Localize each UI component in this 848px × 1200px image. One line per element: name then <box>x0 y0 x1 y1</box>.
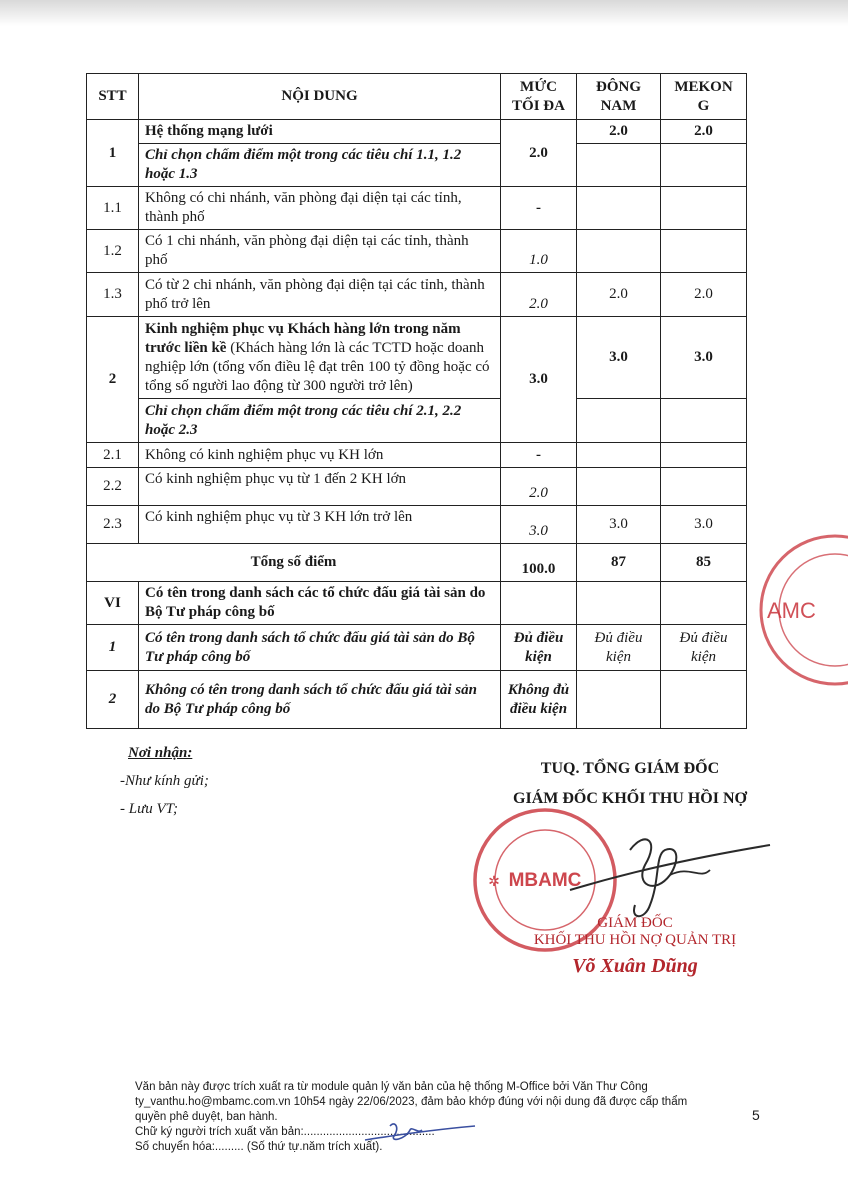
signer-department: GIÁM ĐỐC KHỐI THU HỒI NỢ <box>513 790 747 807</box>
max-cell: 2.0 <box>501 468 577 506</box>
signer-role-line2: KHỐI THU HỒI NỢ QUẢN TRỊ <box>533 932 737 948</box>
footer-line: Văn bản này được trích xuất ra từ module quản lý văn bản của hệ thống M-Office bởi Văn Thư Công <box>135 1081 648 1093</box>
content-cell: Hệ thống mạng lưới <box>139 120 501 144</box>
svg-text:✲: ✲ <box>488 875 500 890</box>
dongnam-cell <box>577 187 661 230</box>
extractor-signature <box>360 1118 480 1148</box>
max-cell: 2.0 <box>501 273 577 317</box>
total-row <box>87 544 747 582</box>
recipient-item: -Như kính gửi; <box>120 773 209 789</box>
stt-cell: 1.1 <box>87 187 139 230</box>
mekong-cell: 2.0 <box>661 273 747 317</box>
table-header-row <box>87 74 747 120</box>
table-row <box>87 230 747 273</box>
header-mekong: MEKON G <box>661 74 747 120</box>
note-cell: Chỉ chọn chấm điểm một trong các tiêu chí 1.1, 1.2 hoặc 1.3 <box>139 144 501 187</box>
footer-line: quyền phê duyệt, ban hành. <box>135 1111 278 1123</box>
mekong-cell <box>661 230 747 273</box>
table-row <box>87 273 747 317</box>
table-row <box>87 399 747 443</box>
total-mekong: 85 <box>661 544 747 582</box>
mekong-cell <box>661 443 747 468</box>
max-cell: 3.0 <box>501 317 577 443</box>
content-cell <box>139 317 501 399</box>
content-cell: Không có chi nhánh, văn phòng đại diện tại các tỉnh, thành phố <box>139 187 501 230</box>
table-row <box>87 468 747 506</box>
signer-name: Võ Xuân Dũng <box>572 955 698 977</box>
dongnam-cell: 2.0 <box>577 273 661 317</box>
header-content: NỘI DUNG <box>139 74 501 120</box>
max-cell: Đủ điều kiện <box>501 625 577 671</box>
table-row <box>87 144 747 187</box>
scan-top-band <box>0 0 848 26</box>
svg-text:MBAMC: MBAMC <box>508 870 582 891</box>
note-cell: Chỉ chọn chấm điểm một trong các tiêu chí 2.1, 2.2 hoặc 2.3 <box>139 399 501 443</box>
dongnam-cell: 3.0 <box>577 506 661 544</box>
dongnam-cell <box>577 144 661 187</box>
mekong-cell: 2.0 <box>661 120 747 144</box>
table-row <box>87 120 747 144</box>
table-row <box>87 582 747 625</box>
total-label: Tổng số điểm <box>87 544 501 582</box>
content-cell: Không có kinh nghiệm phục vụ KH lớn <box>139 443 501 468</box>
mekong-cell: 3.0 <box>661 506 747 544</box>
signer-role-line1: GIÁM ĐỐC <box>597 915 673 931</box>
dongnam-cell <box>577 443 661 468</box>
stt-cell: 1 <box>87 120 139 187</box>
recipients-block <box>120 745 209 829</box>
stt-cell: 2 <box>87 671 139 729</box>
content-cell: Có kinh nghiệm phục vụ từ 3 KH lớn trở lên <box>139 506 501 544</box>
mekong-cell: Đủ điều kiện <box>661 625 747 671</box>
dongnam-cell: 3.0 <box>577 317 661 399</box>
content-cell: Không có tên trong danh sách tổ chức đấu giá tài sản do Bộ Tư pháp công bố <box>139 671 501 729</box>
max-cell <box>501 582 577 625</box>
criterion-detail: (Khách hàng lớn là các TCTD hoặc doanh nghiệp lớn (tổng vốn điều lệ đạt trên 100 tỷ đồng hoặc có tổng số người lao động từ 300 người trở lên) <box>145 339 490 394</box>
dongnam-cell <box>577 468 661 506</box>
mekong-cell <box>661 582 747 625</box>
dongnam-cell <box>577 671 661 729</box>
content-cell: Có từ 2 chi nhánh, văn phòng đại diện tại các tỉnh, thành phố trở lên <box>139 273 501 317</box>
table-row <box>87 671 747 729</box>
total-dongnam: 87 <box>577 544 661 582</box>
table-row <box>87 443 747 468</box>
max-cell: - <box>501 187 577 230</box>
content-cell: Có 1 chi nhánh, văn phòng đại diện tại các tỉnh, thành phố <box>139 230 501 273</box>
company-stamp-partial <box>755 530 848 690</box>
stt-cell: 2.3 <box>87 506 139 544</box>
total-max: 100.0 <box>501 544 577 582</box>
table-row <box>87 187 747 230</box>
handwritten-signature <box>560 820 780 930</box>
dongnam-cell <box>577 230 661 273</box>
svg-text:AMC: AMC <box>767 598 816 623</box>
max-cell: 2.0 <box>501 120 577 187</box>
table-row <box>87 506 747 544</box>
dongnam-cell: 2.0 <box>577 120 661 144</box>
stt-cell: 2.1 <box>87 443 139 468</box>
score-table <box>86 73 747 729</box>
content-cell: Có tên trong danh sách các tổ chức đấu giá tài sản do Bộ Tư pháp công bố <box>139 582 501 625</box>
footer-line: ty_vanthu.ho@mbamc.com.vn 10h54 ngày 22/06/2023, đảm bảo khớp đúng với nội dung đã được cấp thẩm <box>135 1096 688 1108</box>
max-cell: 3.0 <box>501 506 577 544</box>
signer-authority: TUQ. TỔNG GIÁM ĐỐC <box>540 760 720 777</box>
criterion-title: Kinh nghiệm phục vụ Khách hàng lớn trong năm trước liền kề <box>145 320 461 356</box>
max-cell: - <box>501 443 577 468</box>
footer-line: Chữ ký người trích xuất văn bản:......................................... <box>135 1126 435 1138</box>
header-max: MỨC TỐI ĐA <box>501 74 577 120</box>
recipients-heading: Nơi nhận: <box>128 745 193 761</box>
stt-cell: 1.3 <box>87 273 139 317</box>
stt-cell: 1.2 <box>87 230 139 273</box>
stt-cell: 1 <box>87 625 139 671</box>
mekong-cell <box>661 187 747 230</box>
table-row <box>87 625 747 671</box>
recipient-item: - Lưu VT; <box>120 801 179 817</box>
mekong-cell <box>661 399 747 443</box>
dongnam-cell <box>577 399 661 443</box>
stt-cell: 2.2 <box>87 468 139 506</box>
mekong-cell <box>661 468 747 506</box>
footer-line: Số chuyển hóa:......... (Số thứ tự.năm trích xuất). <box>135 1141 383 1153</box>
page-number: 5 <box>752 1107 760 1123</box>
header-dongnam: ĐÔNG NAM <box>577 74 661 120</box>
content-cell: Có kinh nghiệm phục vụ từ 1 đến 2 KH lớn <box>139 468 501 506</box>
dongnam-cell <box>577 582 661 625</box>
mekong-cell <box>661 671 747 729</box>
content-cell: Có tên trong danh sách tổ chức đấu giá tài sản do Bộ Tư pháp công bố <box>139 625 501 671</box>
max-cell: Không đủ điều kiện <box>501 671 577 729</box>
signer-role <box>500 915 770 949</box>
header-stt: STT <box>87 74 139 120</box>
dongnam-cell: Đủ điều kiện <box>577 625 661 671</box>
stt-cell: VI <box>87 582 139 625</box>
stt-cell: 2 <box>87 317 139 443</box>
mekong-cell <box>661 144 747 187</box>
table-row <box>87 317 747 399</box>
mekong-cell: 3.0 <box>661 317 747 399</box>
max-cell: 1.0 <box>501 230 577 273</box>
